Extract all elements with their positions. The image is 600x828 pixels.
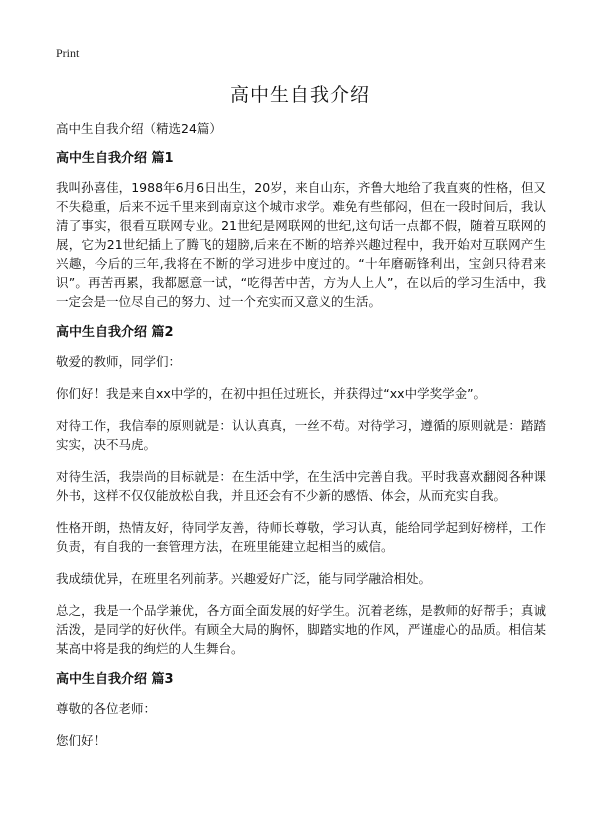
section-2-paragraph: 对待工作，我信奉的原则就是：认认真真，一丝不苟。对待学习，遵循的原则就是：踏踏实实，决不马虎。 [56, 418, 546, 452]
section-2-paragraph: 总之，我是一个品学兼优，各方面全面发展的好学生。沉着老练，是教师的好帮手；真诚活泼，是同学的好伙伴。有顾全大局的胸怀，脚踏实地的作风，严谨虚心的品质。相信某某高中将是我的绚烂的人生舞台。 [56, 603, 546, 656]
document-body [56, 120, 546, 763]
section-3-paragraph: 您们好！ [56, 733, 107, 748]
document-subtitle: 高中生自我介绍（精选24篇） [56, 121, 222, 136]
section-heading-1: 高中生自我介绍 篇1 [56, 151, 174, 166]
section-heading-3: 高中生自我介绍 篇3 [56, 672, 174, 687]
print-label: Print [56, 46, 80, 60]
section-2-paragraph: 我成绩优异，在班里名列前茅。兴趣爱好广泛，能与同学融洽相处。 [56, 571, 432, 586]
section-heading-2: 高中生自我介绍 篇2 [56, 325, 174, 340]
section-2-paragraph: 你们好！我是来自xx中学的，在初中担任过班长，并获得过“xx中学奖学金”。 [56, 386, 487, 401]
section-2-paragraph: 敬爱的教师，同学们： [56, 354, 182, 369]
section-2-paragraph: 对待生活，我崇尚的目标就是：在生活中学，在生活中完善自我。平时我喜欢翻阅各种课外书，这样不仅仅能放松自我，并且还会有不少新的感悟、体会，从而充实自我。 [56, 469, 546, 503]
section-1-paragraph: 我叫孙喜佳，1988年6月6日出生，20岁，来自山东，齐鲁大地给了我直爽的性格，但又不失稳重，后来不远千里来到南京这个城市求学。难免有些郁闷，但在一段时间后，我认清了事实，很看互联网专业。21世纪是网联网的世纪,这句话一点都不假，随着互联网的展，它为21世纪插上了腾飞的翅膀,后来在不断的培养兴趣过程中，我开始对互联网产生兴趣，今后的三年,我将在不断的学习进步中度过的。“十年磨砺锋利出，宝剑只待君来识”。再苦再累，我都愿意一试，“吃得苦中苦，方为人上人”，在以后的学习生活中，我一定会是一位尽自己的努力、过一个充实而又意义的生活。 [56, 180, 546, 309]
section-2-paragraph: 性格开朗，热情友好，待同学友善，待师长尊敬，学习认真，能给同学起到好榜样，工作负责，有自我的一套管理方法，在班里能建立起相当的威信。 [56, 520, 546, 554]
section-3-paragraph: 尊敬的各位老师： [56, 701, 157, 716]
page-title: 高中生自我介绍 [229, 84, 370, 106]
